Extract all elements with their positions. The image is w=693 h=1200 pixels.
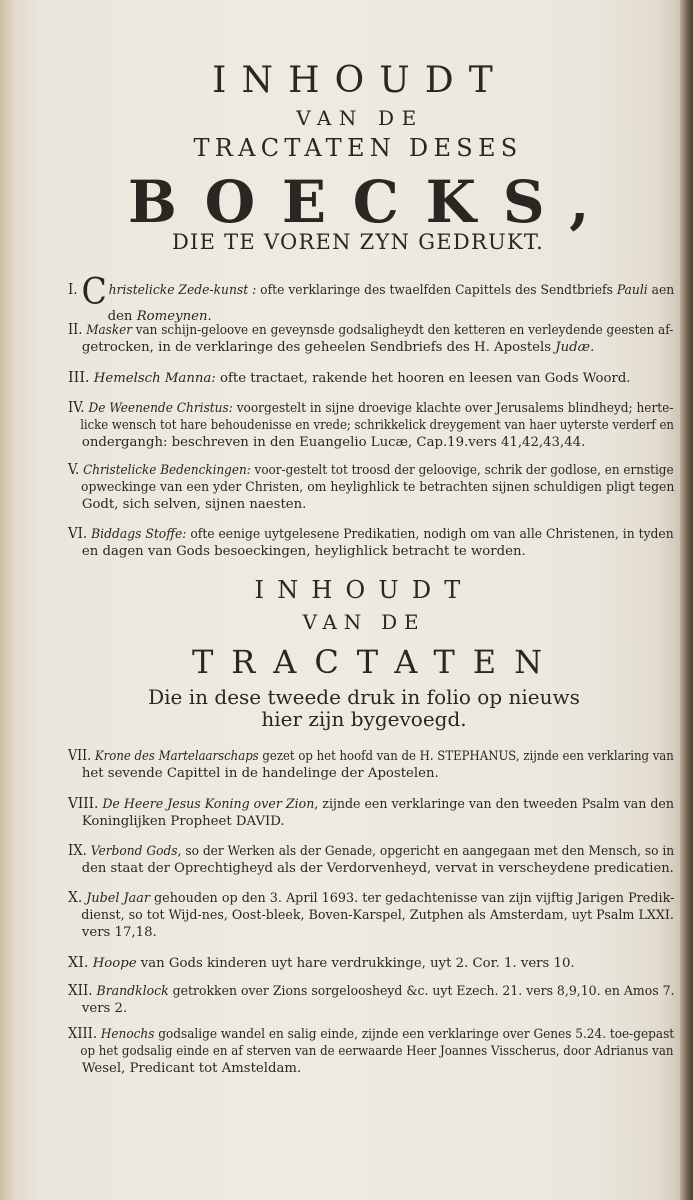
heading-boecks: BOECKS, [127, 168, 617, 236]
entry-title: Brandklock [96, 984, 169, 999]
entry-title: Henochs [100, 1027, 155, 1042]
entry-title: Hoope [92, 956, 137, 971]
entry-text: godsalige wandel en salig einde, zijnde een verklaringe over Genes 5.24. toe-gepast [154, 1027, 675, 1042]
entry-number: XII. [68, 983, 93, 999]
entry-6 [68, 526, 680, 560]
entry-text: ondergangh: beschreven in den Euangelio Lucæ, Cap.19.vers 41,42,43,44. [81, 435, 586, 450]
entry-title: Christelicke Bedenckingen: [83, 463, 251, 478]
entry-title: Biddags Stoffe: [91, 527, 187, 542]
entry-10 [68, 890, 680, 941]
entry-title: Krone des Martelaarschaps [94, 749, 259, 764]
entry-text: Romeynen. [136, 309, 212, 324]
entry-number: IX. [68, 843, 87, 859]
entry-text: van schijn-geloove en geveynsde godsaligheydt den ketteren en verleydende geesten af- [131, 323, 674, 338]
entry-9 [68, 843, 680, 877]
entry-number: VIII. [68, 796, 99, 812]
entry-text: , zijnde een verklaringe van den tweeden Psalm van den [314, 797, 674, 812]
entry-text: voor-gestelt tot troosd der geloovige, schrik der godlose, en ernstige [250, 463, 674, 478]
entry-text: opweckinge van een yder Christen, om heylighlick te betrachten sijnen schuldigen pligt tegen [80, 480, 675, 495]
entry-number: I. [68, 282, 78, 298]
entry-text: Wesel, Predicant tot Amsteldam. [81, 1061, 302, 1076]
entry-text: gezet op het hoofd van de H. STEPHANUS, zijnde een verklaring van [258, 749, 674, 764]
entry-title: De Heere Jesus Koning over Zion [102, 797, 315, 812]
entry-text: , so der Werken als der Genade, opgericht en aangegaan met den Mensch, so in [177, 844, 675, 859]
entry-2 [68, 322, 680, 356]
entry-text: vers 2. [81, 1001, 128, 1016]
entry-text: getrokken over Zions sorgeloosheyd &c. uyt Ezech. 21. vers 8,9,10. en Amos 7. [168, 984, 675, 999]
entry-text: en dagen van Gods besoeckingen, heylighlick betracht te worden. [81, 544, 526, 559]
entry-text: Judæ. [555, 340, 595, 355]
entry-7 [68, 748, 680, 782]
entry-number: III. [68, 370, 90, 386]
heading2-tractaten: TRACTATEN [192, 643, 560, 681]
drop-cap: C [81, 272, 107, 313]
heading2-subtitle-line2: hier zijn bygevoegd. [261, 707, 467, 731]
entry-text: het sevende Capittel in de handelinge der Apostelen. [81, 766, 439, 781]
heading-tractaten-deses: TRACTATEN DESES [193, 134, 523, 162]
entry-4 [68, 400, 680, 451]
heading2-inhoudt: INHOUDT [254, 576, 474, 604]
entry-title: De Weenende Christus: [88, 401, 233, 416]
entry-text: den [107, 309, 137, 324]
entry-text: van Gods kinderen uyt hare verdrukkinge, uyt 2. Cor. 1. vers 10. [136, 956, 575, 971]
heading2-van-de: VAN DE [302, 610, 426, 634]
entry-text: getrocken, in de verklaringe des geheelen Sendbriefs des H. Apostels [81, 340, 556, 355]
entry-title: Verbond Gods [90, 844, 178, 859]
entry-5 [68, 462, 680, 513]
entry-text: ofte eenige uytgelesene Predikatien, nodigh om van alle Christenen, in tyden [186, 527, 674, 542]
entry-title: Hemelsch Manna: [93, 371, 216, 386]
entry-13 [68, 1026, 680, 1077]
entry-title: Masker [86, 323, 132, 338]
entry-text: gehouden op den 3. April 1693. ter gedachtenisse van zijn vijftig Jarigen Predik- [149, 891, 675, 906]
entry-number: XIII. [68, 1026, 98, 1042]
entry-number: VI. [68, 526, 88, 542]
entry-text: vers 17,18. [81, 925, 157, 940]
heading-die-te-voren: DIE TE VOREN ZYN GEDRUKT. [171, 230, 545, 254]
entry-text: ofte verklaringe des twaelfden Capittels des Sendtbriefs [256, 283, 617, 298]
entry-1 [68, 272, 680, 325]
entry-text: Koninglijken Propheet DAVID. [81, 814, 285, 829]
entry-number: XI. [68, 955, 89, 971]
entry-11 [68, 955, 680, 972]
heading-van-de: VAN DE [296, 106, 424, 130]
entry-title: Jubel Jaar [86, 891, 150, 906]
heading2-subtitle-line1: Die in dese tweede druk in folio op nieuws [148, 685, 580, 709]
entry-number: II. [68, 322, 83, 338]
entry-text: licke wensch tot hare behoudenisse en vrede; schrikkelick dreygement van haer uyterste verderf en [80, 418, 674, 433]
entry-text: ofte tractaet, rakende het hooren en leesen van Gods Woord. [215, 371, 631, 386]
entry-text: Godt, sich selven, sijnen naesten. [81, 497, 307, 512]
heading2-subtitle [0, 686, 693, 730]
entry-number: VII. [68, 748, 92, 764]
entry-text: den staat der Oprechtigheyd als der Verdorvenheyd, vervat in verscheydene predicatien. [81, 861, 674, 876]
heading-inhoudt: INHOUDT [212, 60, 508, 101]
entry-text: op het godsalig einde en af sterven van de eerwaarde Heer Joannes Visscherus, door Adrianus van [80, 1044, 674, 1059]
entry-title: hristelicke Zede-kunst : [108, 283, 257, 298]
entry-text: aen [647, 283, 675, 298]
entry-8 [68, 796, 680, 830]
entry-number: IV. [68, 400, 85, 416]
entry-text: Pauli [616, 283, 648, 298]
entry-text: voorgestelt in sijne droevige klachte over Jerusalems blindheyd; herte- [232, 401, 674, 416]
entry-12 [68, 983, 680, 1017]
page-edge [680, 0, 693, 1200]
entry-text: dienst, so tot Wijd-nes, Oost-bleek, Boven-Karspel, Zutphen als Amsterdam, uyt Psalm LXXI. [81, 908, 674, 923]
entry-number: X. [68, 890, 83, 906]
entry-3 [68, 370, 680, 387]
entry-number: V. [68, 462, 80, 478]
